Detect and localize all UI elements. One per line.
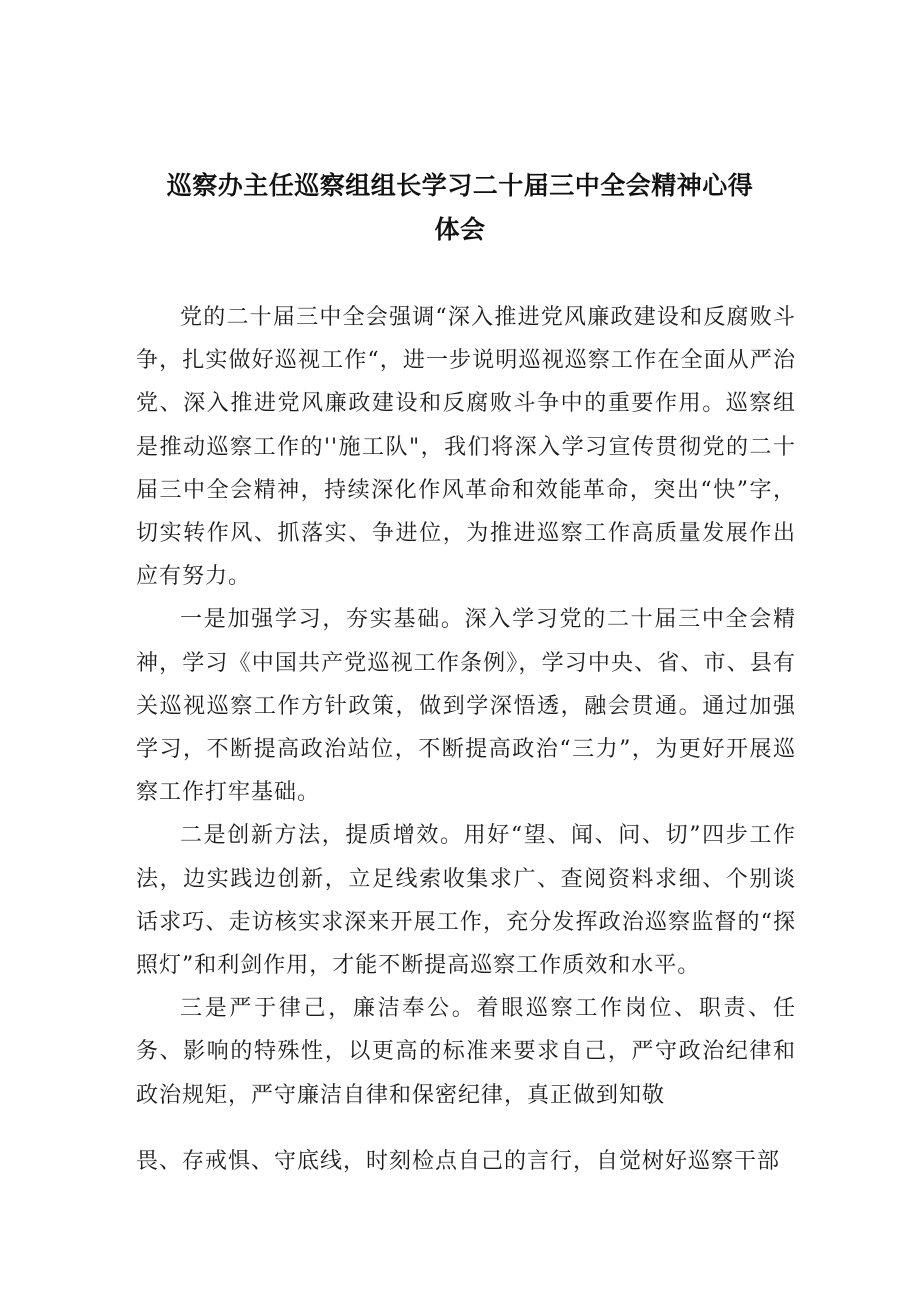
paragraph-discipline: 三是严于律己，廉洁奉公。着眼巡察工作岗位、职责、任务、影响的特殊性，以更高的标准来要求自己，严守政治纪律和政治规矩，严守廉洁自律和保密纪律，真正做到知敬 xyxy=(136,996,796,1108)
document-body xyxy=(136,296,796,1117)
document-title-line-2: 体会 xyxy=(434,215,486,244)
paragraph-intro: 党的二十届三中全会强调“深入推进党风廉政建设和反腐败斗争，扎实做好巡视工作“，进一步说明巡视巡察工作在全面从严治党、深入推进党风廉政建设和反腐败斗争中的重要作用。巡察组是推动巡察工作的''施工队"，我们将深入学习宣传贯彻党的二十届三中全会精神，持续深化作风革命和效能革命，突出“快”字，切实转作风、抓落实、争进位，为推进巡察工作高质量发展作出应有努力。 xyxy=(136,305,796,590)
paragraph-study: 一是加强学习，夯实基础。深入学习党的二十届三中全会精神，学习《中国共产党巡视工作条例》，学习中央、省、市、县有关巡视巡察工作方针政策，做到学深悟透，融会贯通。通过加强学习，不断提高政治站位，不断提高政治“三力”，为更好开展巡察工作打牢基础。 xyxy=(136,607,796,806)
document-title-line-1: 巡察办主任巡察组组长学习二十届三中全会精神心得 xyxy=(166,171,754,200)
paragraph-continuation: 畏、存戒惧、守底线，时刻检点自己的言行，自觉树好巡察干部 xyxy=(136,1149,781,1174)
paragraph-innovation: 二是创新方法，提质增效。用好“望、闻、问、切”四步工作法，边实践边创新，立足线索收集求广、查阅资料求细、个别谈话求巧、走访核实求深来开展工作，充分发挥政治巡察监督的“探照灯”和利剑作用，才能不断提高巡察工作质效和水平。 xyxy=(136,823,796,979)
